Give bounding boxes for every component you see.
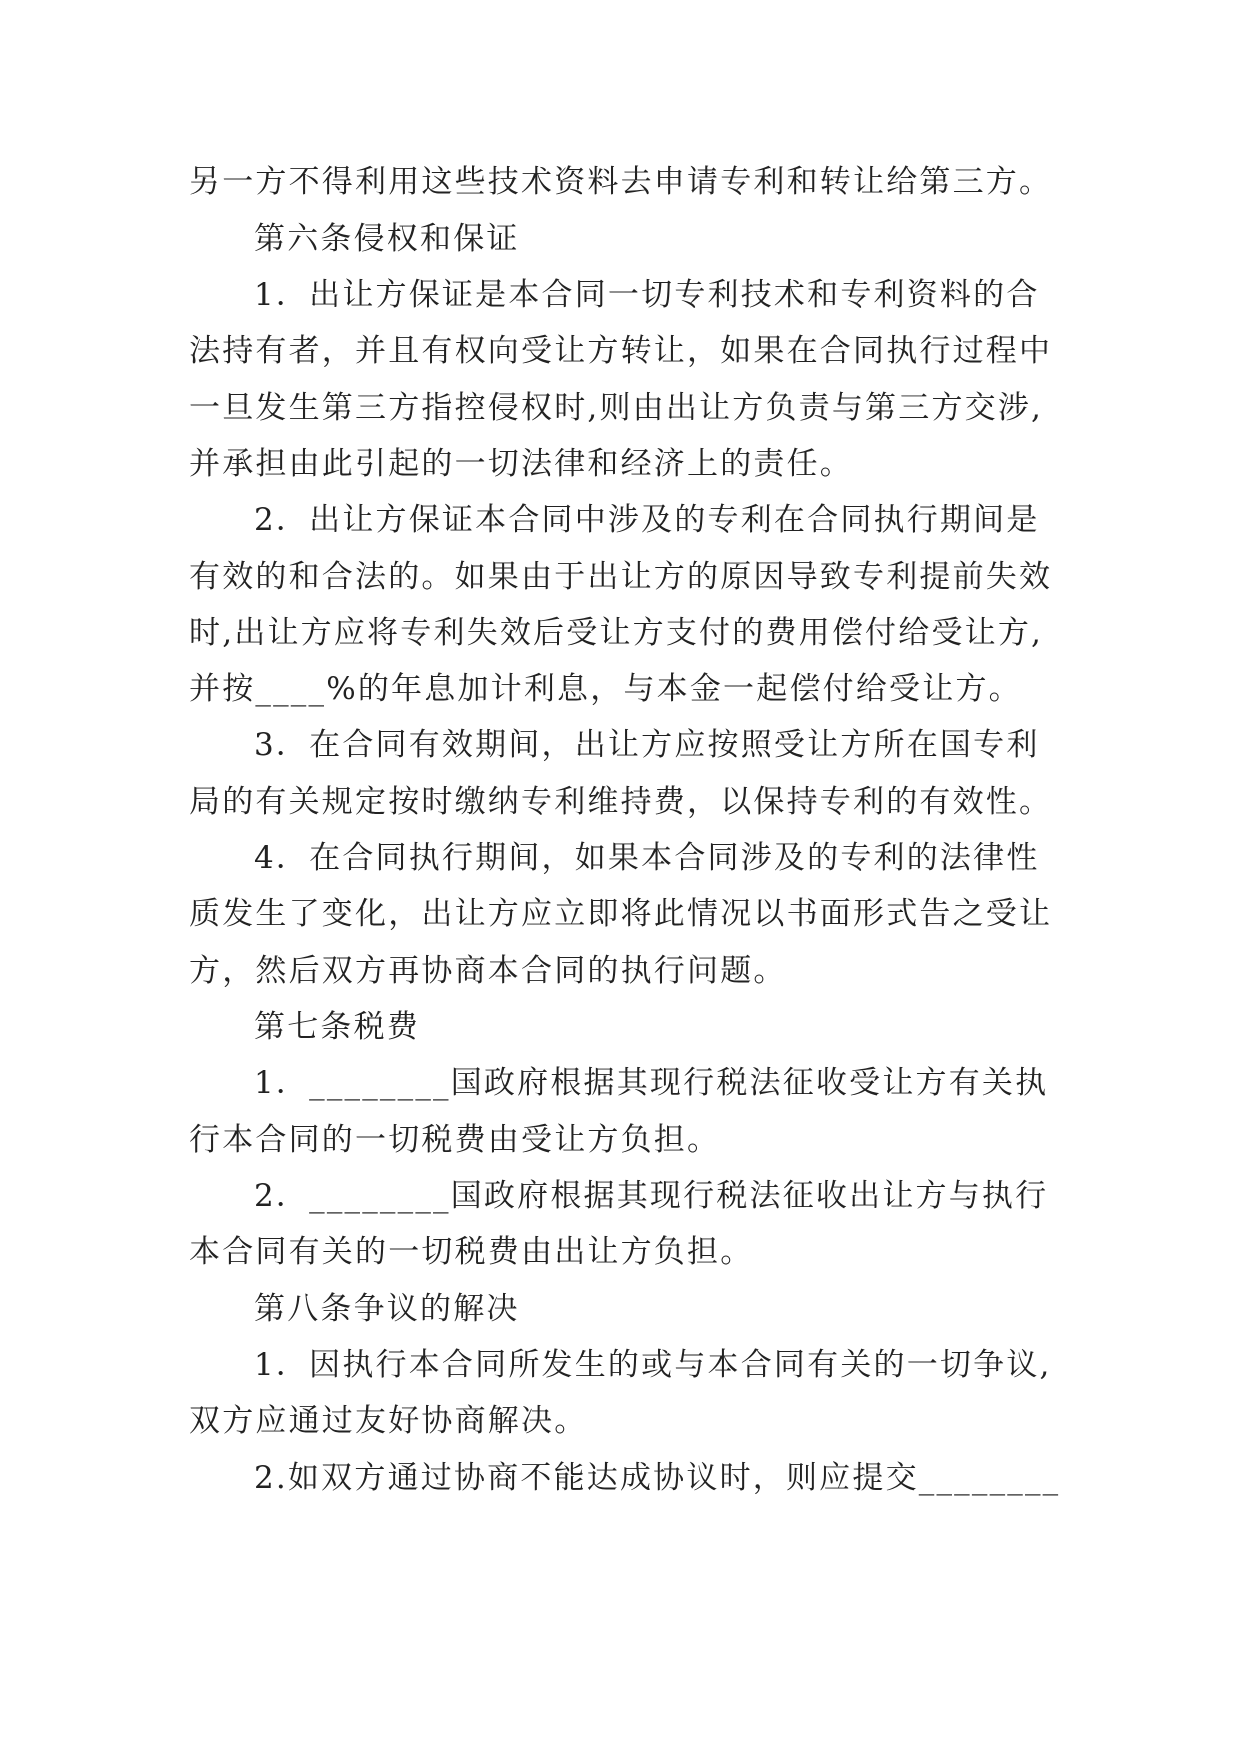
paragraph-line: 另一方不得利用这些技术资料去申请专利和转让给第三方。 [189,164,1053,200]
paragraph-line: 行本合同的一切税费由受让方负担。 [189,1122,721,1158]
section-heading: 第八条争议的解决 [254,1291,520,1327]
paragraph-line: 本合同有关的一切税费由出让方负担。 [189,1234,754,1270]
paragraph-line: 并承担由此引起的一切法律和经济上的责任。 [189,446,853,482]
paragraph-line: 1．出让方保证是本合同一切专利技术和专利资料的合 [254,277,1040,313]
paragraph-line: 局的有关规定按时缴纳专利维持费，以保持专利的有效性。 [189,784,1053,820]
paragraph-line: 2．出让方保证本合同中涉及的专利在合同执行期间是 [254,502,1040,538]
paragraph-line: 1．________国政府根据其现行税法征收受让方有关执 [254,1065,1049,1101]
paragraph-line: 有效的和合法的。如果由于出让方的原因导致专利提前失效 [189,559,1053,595]
section-heading: 第七条税费 [254,1009,420,1045]
section-heading: 第六条侵权和保证 [254,221,520,257]
paragraph-line: 法持有者，并且有权向受让方转让，如果在合同执行过程中 [189,333,1053,369]
paragraph-line: 3．在合同有效期间，出让方应按照受让方所在国专利 [254,727,1040,763]
paragraph-line: 4．在合同执行期间，如果本合同涉及的专利的法律性 [254,840,1040,876]
paragraph-line: 一旦发生第三方指控侵权时,则由出让方负责与第三方交涉, [189,390,1044,426]
paragraph-line: 双方应通过友好协商解决。 [189,1403,588,1439]
paragraph-line: 并按____%的年息加计利息，与本金一起偿付给受让方。 [189,671,1022,707]
paragraph-line: 2．________国政府根据其现行税法征收出让方与执行 [254,1178,1049,1214]
paragraph-line: 方，然后双方再协商本合同的执行问题。 [189,953,787,989]
paragraph-line: 2.如双方通过协商不能达成协议时，则应提交________ [254,1460,1061,1496]
paragraph-line: 1．因执行本合同所发生的或与本合同有关的一切争议, [254,1347,1052,1383]
paragraph-line: 时,出让方应将专利失效后受让方支付的费用偿付给受让方, [189,615,1044,651]
paragraph-line: 质发生了变化，出让方应立即将此情况以书面形式告之受让 [189,896,1053,932]
